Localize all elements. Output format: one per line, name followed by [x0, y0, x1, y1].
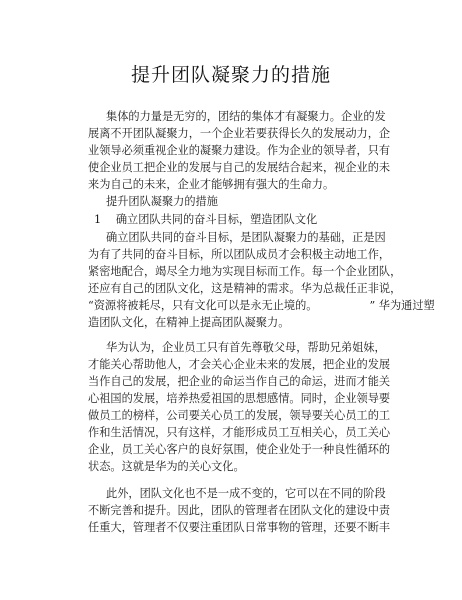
- paragraph-line: 业领导必须重视企业的凝聚力建设。作为企业的领导者，只有: [88, 144, 391, 157]
- quote-text: “资源将被耗尽，只有文化可以是永无止境的。: [88, 299, 318, 312]
- paragraph-line: 任重大，管理者不仅要注重团队日常事物的管理，还要不断丰: [88, 521, 391, 534]
- paragraph-line: 紧密地配合，竭尽全力地为实现目标而工作。每一个企业团队，: [88, 265, 402, 278]
- paragraph-line: 还应有自己的团队文化，这是精神的需求。华为总裁任正非说，: [88, 282, 402, 295]
- paragraph-line: 展离不开团队凝聚力，一个企业若要获得长久的发展动力，企: [88, 127, 391, 140]
- section-heading: 提升团队凝聚力的措施: [106, 195, 218, 208]
- document-title: 提升团队凝聚力的措施: [130, 64, 331, 86]
- paragraph-line: 当作自己的发展，把企业的命运当作自己的命运，进而才能关: [88, 375, 391, 388]
- paragraph-line: 使企业员工把企业的发展与自己的发展结合起来，视企业的未: [88, 161, 391, 174]
- paragraph-line: 作和生活情况，只有这样，才能形成员工互相关心，员工关心: [88, 426, 391, 439]
- quote-continuation: ” 华为通过塑: [369, 299, 435, 312]
- numbered-heading: 1 确立团队共同的奋斗目标，塑造团队文化: [94, 213, 318, 226]
- paragraph-line: 做员工的榜样，公司要关心员工的发展，领导要关心员工的工: [88, 409, 391, 422]
- paragraph-line: 企业，员工关心客户的良好氛围，使企业处于一种良性循环的: [88, 443, 391, 456]
- paragraph-line: 不断完善和提升。因此，团队的管理者在团队文化的建设中责: [88, 504, 391, 517]
- paragraph-line: 状态。这就是华为的关心文化。: [88, 460, 245, 473]
- paragraph-line: 确立团队共同的奋斗目标，是团队凝聚力的基础，正是因: [106, 231, 386, 244]
- paragraph-line: 华为认为，企业员工只有首先尊敬父母，帮助兄弟姐妹，: [106, 341, 386, 354]
- paragraph-line: 集体的力量是无穷的，团结的集体才有凝聚力。企业的发: [106, 110, 386, 123]
- paragraph-line: 造团队文化，在精神上提高团队凝聚力。: [88, 316, 290, 329]
- paragraph-line: 来为自己的未来，企业才能够拥有强大的生命力。: [88, 178, 335, 191]
- paragraph-line: 此外，团队文化也不是一成不变的，它可以在不同的阶段: [106, 487, 386, 500]
- paragraph-line: 才能关心帮助他人，才会关心企业未来的发展，把企业的发展: [88, 358, 391, 371]
- paragraph-line: 心祖国的发展，培养热爱祖国的思想感情。同时，企业领导要: [88, 392, 391, 405]
- paragraph-line: [88, 299, 435, 313]
- paragraph-line: 为有了共同的奋斗目标，所以团队成员才会积极主动地工作，: [88, 248, 391, 261]
